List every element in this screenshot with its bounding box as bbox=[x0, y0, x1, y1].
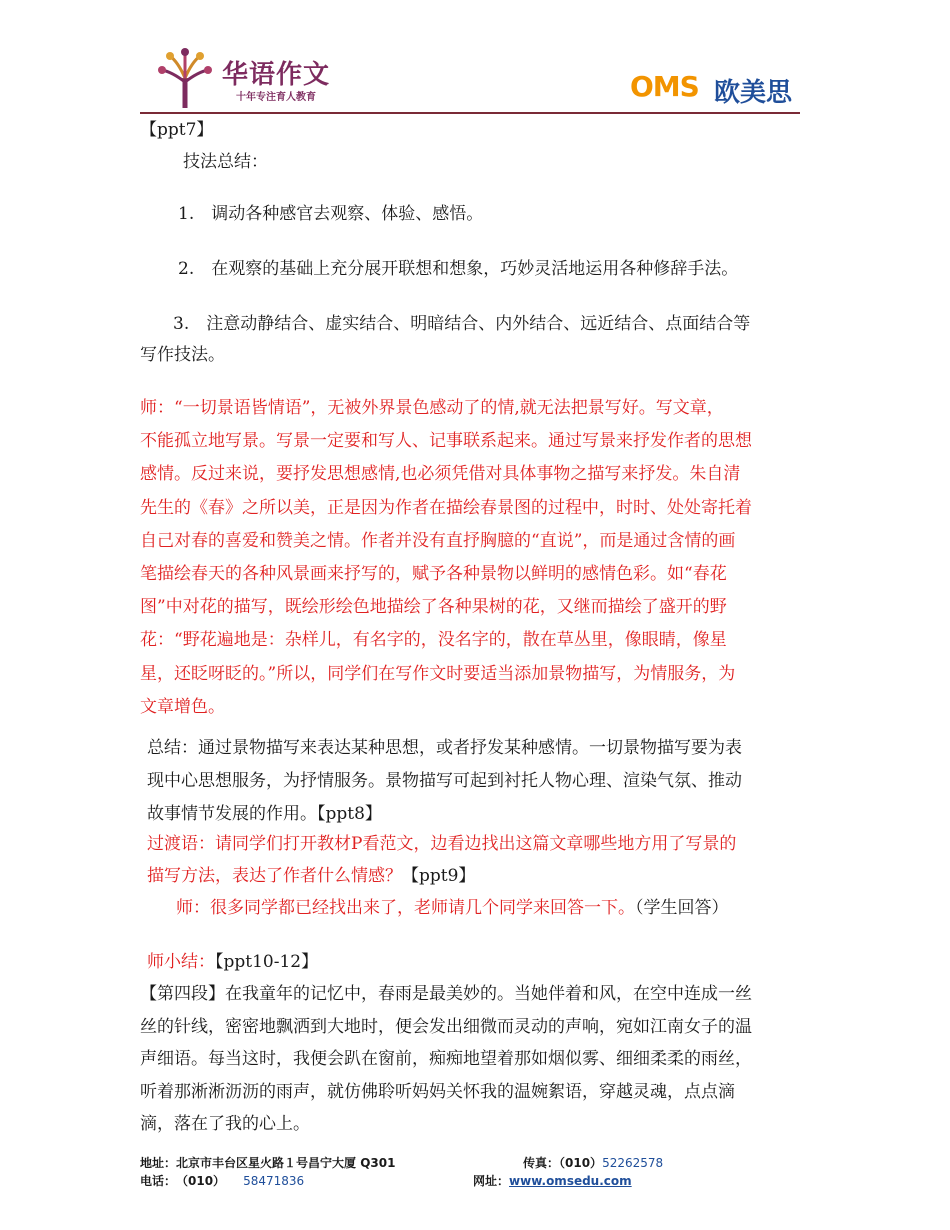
teacher-prompt bbox=[176, 892, 729, 924]
text-line: 总结：通过景物描写来表达某种思想，或者抒发某种感情。一切景物描写要为表 bbox=[147, 738, 742, 758]
point-1: 1. 调动各种感官去观察、体验、感悟。 bbox=[178, 204, 484, 224]
teacher-prompt-text: 师：很多同学都已经找出来了，老师请几个同学来回答一下。 bbox=[176, 898, 635, 918]
conclusion bbox=[147, 732, 817, 831]
footer-website bbox=[473, 1172, 632, 1189]
text-line: 师：“一切景语皆情语”，无被外界景色感动了的情,就无法把景写好。写文章， bbox=[140, 398, 724, 418]
text-line: 先生的《春》之所以美，正是因为作者在描绘春景图的过程中，时时、处处寄托着 bbox=[140, 497, 752, 518]
brand-name: 华语作文 bbox=[222, 60, 331, 90]
oms-latin-mark: OMS bbox=[630, 70, 699, 103]
mini-summary-label: 师小结： bbox=[147, 952, 215, 972]
ppt7-tag: 【ppt7】 bbox=[140, 120, 214, 140]
footer-phone bbox=[140, 1172, 304, 1189]
teacher-explanation bbox=[140, 392, 810, 724]
transition-line-1: 过渡语：请同学们打开教材P看范文，边看边找出这篇文章哪些地方用了写景的 bbox=[147, 834, 737, 854]
web-label: 网址： bbox=[473, 1174, 510, 1188]
phone-value: 58471836 bbox=[243, 1174, 305, 1188]
text-line: 文章增色。 bbox=[140, 696, 225, 717]
text-line: 自己对春的喜爱和赞美之情。作者并没有直抒胸臆的“直说”，而是通过含情的画 bbox=[140, 530, 736, 551]
ppt10-12-tag: 【ppt10-12】 bbox=[215, 952, 319, 972]
footer-fax bbox=[523, 1154, 663, 1171]
footer-address bbox=[140, 1154, 395, 1171]
text-line: 丝的针线，密密地飘洒到大地时，便会发出细微而灵动的声响，宛如江南女子的温 bbox=[140, 1016, 752, 1037]
text-line: 笔描绘春天的各种风景画来抒写的，赋予各种景物以鲜明的感情色彩。如“春花 bbox=[140, 564, 727, 585]
paragraph-four bbox=[140, 978, 810, 1141]
summary-title: 技法总结： bbox=[183, 152, 268, 172]
fax-label: 传真：（010） bbox=[523, 1156, 603, 1170]
address-label: 地址： bbox=[140, 1156, 177, 1170]
transition-question: 描写方法，表达了作者什么情感？ bbox=[147, 866, 402, 886]
text-line: 花：“野花遍地是：杂样儿，有名字的，没名字的，散在草丛里，像眼睛，像星 bbox=[140, 630, 727, 651]
brand-tagline: 十年专注育人教育 bbox=[236, 92, 316, 103]
text-line: 【第四段】在我童年的记忆中，春雨是最美妙的。当她伴着和风，在空中连成一丝 bbox=[140, 984, 752, 1004]
oms-logo bbox=[630, 70, 800, 108]
text-line: 图”中对花的描写，既绘形绘色地描绘了各种果树的花，又继而描绘了盛开的野 bbox=[140, 597, 727, 618]
text-line: 滴，落在了我的心上。 bbox=[140, 1114, 310, 1134]
point-2: 2. 在观察的基础上充分展开联想和想象，巧妙灵活地运用各种修辞手法。 bbox=[178, 259, 739, 279]
header-divider bbox=[140, 112, 800, 114]
mini-summary bbox=[147, 946, 318, 978]
point-3-line2: 写作技法。 bbox=[140, 345, 225, 365]
text-line: 听着那淅淅沥沥的雨声，就仿佛聆听妈妈关怀我的温婉絮语，穿越灵魂，点点滴 bbox=[140, 1081, 735, 1102]
phone-label: 电话： （010） bbox=[140, 1174, 226, 1188]
huayu-logo bbox=[152, 48, 352, 110]
oms-cn-mark: 欧美思 bbox=[714, 78, 793, 108]
student-answer-note: （学生回答） bbox=[635, 898, 729, 918]
text-line: 声细语。每当这时，我便会趴在窗前，痴痴地望着那如烟似雾、细细柔柔的雨丝， bbox=[140, 1049, 752, 1069]
address-value: 北京市丰台区星火路１号昌宁大厦 Q301 bbox=[176, 1156, 396, 1170]
text-line: 现中心思想服务，为抒情服务。景物描写可起到衬托人物心理、渲染气氛、推动 bbox=[147, 771, 742, 791]
text-line: 不能孤立地写景。写景一定要和写人、记事联系起来。通过写景来抒发作者的思想 bbox=[140, 431, 752, 452]
ppt9-tag: 【ppt9】 bbox=[402, 866, 476, 886]
website-link[interactable]: www.omsedu.com bbox=[509, 1174, 632, 1188]
tree-logo-icon bbox=[152, 48, 218, 110]
point-3-line1: 3. 注意动静结合、虚实结合、明暗结合、内外结合、远近结合、点面结合等 bbox=[173, 314, 751, 334]
text-line: 星，还眨呀眨的。”所以，同学们在写作文时要适当添加景物描写，为情服务，为 bbox=[140, 663, 736, 684]
text-line: 感情。反过来说，要抒发思想感情,也必须凭借对具体事物之描写来抒发。朱自清 bbox=[140, 464, 741, 485]
transition-line-2 bbox=[147, 860, 475, 892]
fax-value: 52262578 bbox=[602, 1156, 664, 1170]
text-line: 故事情节发展的作用。【ppt8】 bbox=[147, 804, 382, 824]
